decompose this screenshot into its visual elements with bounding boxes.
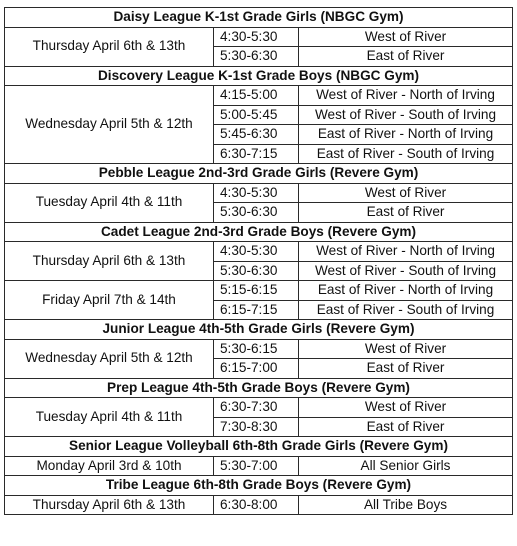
schedule-row (5, 242, 513, 262)
location-cell: West of River (299, 27, 513, 47)
time-cell: 4:30-5:30 (214, 183, 299, 203)
schedule-row (5, 27, 513, 47)
schedule-row (5, 495, 513, 515)
location-cell: East of River (299, 47, 513, 67)
schedule-table (4, 7, 513, 515)
league-header-row (5, 66, 513, 86)
location-cell: West of River - North of Irving (299, 86, 513, 106)
league-title: Tribe League 6th-8th Grade Boys (Revere Gym) (5, 476, 513, 496)
day-cell: Tuesday April 4th & 11th (5, 183, 214, 222)
day-cell: Thursday April 6th & 13th (5, 242, 214, 281)
time-cell: 5:15-6:15 (214, 281, 299, 301)
schedule-row (5, 281, 513, 301)
location-cell: East of River (299, 417, 513, 437)
time-cell: 5:00-5:45 (214, 105, 299, 125)
location-cell: East of River - North of Irving (299, 125, 513, 145)
time-cell: 5:30-6:15 (214, 339, 299, 359)
schedule-row (5, 339, 513, 359)
location-cell: East of River (299, 203, 513, 223)
location-cell: East of River - South of Irving (299, 144, 513, 164)
time-cell: 6:30-7:30 (214, 398, 299, 418)
time-cell: 4:30-5:30 (214, 27, 299, 47)
league-header-row (5, 437, 513, 457)
time-cell: 4:15-5:00 (214, 86, 299, 106)
league-header-row (5, 476, 513, 496)
schedule-body (5, 8, 513, 515)
location-cell: West of River (299, 339, 513, 359)
time-cell: 5:30-6:30 (214, 47, 299, 67)
league-header-row (5, 222, 513, 242)
location-cell: West of River (299, 398, 513, 418)
schedule-row (5, 398, 513, 418)
time-cell: 5:30-7:00 (214, 456, 299, 476)
time-cell: 6:15-7:00 (214, 359, 299, 379)
day-cell: Wednesday April 5th & 12th (5, 339, 214, 378)
schedule-row (5, 183, 513, 203)
league-header-row (5, 320, 513, 340)
location-cell: East of River - South of Irving (299, 300, 513, 320)
location-cell: East of River - North of Irving (299, 281, 513, 301)
location-cell: West of River - South of Irving (299, 261, 513, 281)
location-cell: All Tribe Boys (299, 495, 513, 515)
time-cell: 6:30-7:15 (214, 144, 299, 164)
league-header-row (5, 378, 513, 398)
league-title: Pebble League 2nd-3rd Grade Girls (Revere Gym) (5, 164, 513, 184)
league-title: Daisy League K-1st Grade Girls (NBGC Gym) (5, 8, 513, 28)
league-title: Prep League 4th-5th Grade Boys (Revere Gym) (5, 378, 513, 398)
time-cell: 6:30-8:00 (214, 495, 299, 515)
league-title: Discovery League K-1st Grade Boys (NBGC Gym) (5, 66, 513, 86)
time-cell: 4:30-5:30 (214, 242, 299, 262)
day-cell: Thursday April 6th & 13th (5, 495, 214, 515)
time-cell: 5:45-6:30 (214, 125, 299, 145)
time-cell: 5:30-6:30 (214, 261, 299, 281)
time-cell: 5:30-6:30 (214, 203, 299, 223)
location-cell: West of River - South of Irving (299, 105, 513, 125)
location-cell: East of River (299, 359, 513, 379)
time-cell: 6:15-7:15 (214, 300, 299, 320)
location-cell: All Senior Girls (299, 456, 513, 476)
league-title: Senior League Volleyball 6th-8th Grade Girls (Revere Gym) (5, 437, 513, 457)
day-cell: Monday April 3rd & 10th (5, 456, 214, 476)
location-cell: West of River (299, 183, 513, 203)
location-cell: West of River - North of Irving (299, 242, 513, 262)
day-cell: Wednesday April 5th & 12th (5, 86, 214, 164)
schedule-row (5, 86, 513, 106)
league-header-row (5, 164, 513, 184)
time-cell: 7:30-8:30 (214, 417, 299, 437)
league-title: Cadet League 2nd-3rd Grade Boys (Revere Gym) (5, 222, 513, 242)
day-cell: Thursday April 6th & 13th (5, 27, 214, 66)
day-cell: Friday April 7th & 14th (5, 281, 214, 320)
league-title: Junior League 4th-5th Grade Girls (Revere Gym) (5, 320, 513, 340)
league-header-row (5, 8, 513, 28)
day-cell: Tuesday April 4th & 11th (5, 398, 214, 437)
schedule-row (5, 456, 513, 476)
